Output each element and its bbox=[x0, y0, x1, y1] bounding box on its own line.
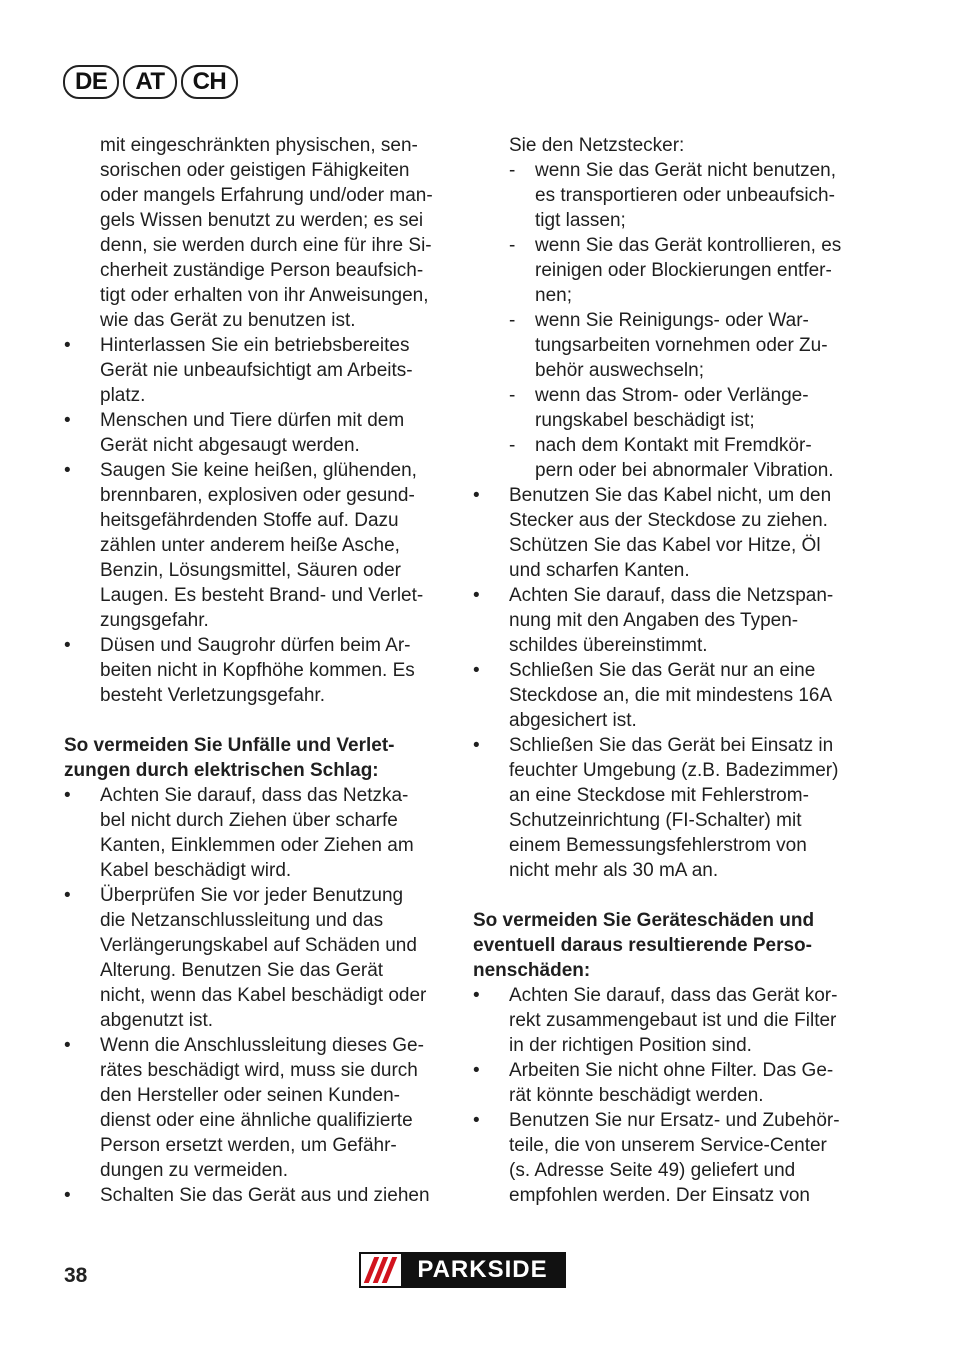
list-item: • Überprüfen Sie vor jeder Benutzung die Netzanschlussleitung und das Verlängerungskabel auf Schäden und Alterung. Benutzen Sie das Gerät nicht, wenn das Kabel beschädigt oder abgenutzt ist. bbox=[64, 885, 427, 1031]
list-item: • Düsen und Saugrohr dürfen beim Ar- beiten nicht in Kopfhöhe kommen. Es besteht Verletzungsgefahr. bbox=[64, 635, 415, 706]
list-item-text: Hinterlassen Sie ein betriebsbereites Gerät nie unbeaufsichtigt am Arbeits- platz. bbox=[100, 335, 413, 406]
list-item: • Wenn die Anschlussleitung dieses Ge- rätes beschädigt wird, muss sie durch den Hersteller oder seinen Kunden- dienst oder eine ähnliche qualifizierte Person ersetzt werden, um Gefähr- dungen zu vermeiden. bbox=[64, 1035, 424, 1181]
section-heading: So vermeiden Sie Unfälle und Verlet- zungen durch elektrischen Schlag: bbox=[64, 735, 395, 781]
list-item-text: Schließen Sie das Gerät bei Einsatz in feuchter Umgebung (z.B. Badezimmer) an eine Steckdose mit Fehlerstrom- Schutzeinrichtung (FI-Schalter) mit einem Bemessungsfehlerstrom von nicht mehr als 30 mA an. bbox=[509, 735, 839, 881]
list-item-text: wenn das Strom- oder Verlänge- rungskabel beschädigt ist; bbox=[535, 385, 809, 431]
page-number: 38 bbox=[64, 1264, 88, 1287]
list-item-text: Benutzen Sie nur Ersatz- und Zubehör- teile, die von unserem Service-Center (s. Adresse Seite 49) geliefert und empfohlen werden. Der Einsatz von bbox=[509, 1110, 840, 1206]
list-item: • Schließen Sie das Gerät bei Einsatz in feuchter Umgebung (z.B. Badezimmer) an eine Steckdose mit Fehlerstrom- Schutzeinrichtung (FI-Schalter) mit einem Bemessungsfehlerstrom von nicht mehr als 30 mA an. bbox=[473, 735, 839, 881]
list-item: • Arbeiten Sie nicht ohne Filter. Das Ge- rät könnte beschädigt werden. bbox=[473, 1060, 834, 1106]
list-item-text: Menschen und Tiere dürfen mit dem Gerät nicht abgesaugt werden. bbox=[100, 410, 405, 456]
list-item: - wenn Sie das Gerät nicht benutzen, es transportieren oder unbeaufsich- tigt lassen; bbox=[509, 160, 837, 231]
list-item-text: Achten Sie darauf, dass die Netzspan- nung mit den Angaben des Typen- schildes übereinstimmt. bbox=[509, 585, 834, 656]
list-item-text: Schalten Sie das Gerät aus und ziehen bbox=[100, 1185, 430, 1206]
badge-at: AT bbox=[123, 65, 176, 99]
badge-de: DE bbox=[63, 65, 119, 99]
list-item: • Achten Sie darauf, dass die Netzspan- nung mit den Angaben des Typen- schildes übereinstimmt. bbox=[473, 585, 834, 656]
list-item: - wenn Sie das Gerät kontrollieren, es reinigen oder Blockierungen entfer- nen; bbox=[509, 235, 842, 306]
list-item: • Schalten Sie das Gerät aus und ziehen bbox=[64, 1185, 430, 1206]
list-item-text: Überprüfen Sie vor jeder Benutzung die Netzanschlussleitung und das Verlängerungskabel auf Schäden und Alterung. Benutzen Sie das Gerät nicht, wenn das Kabel beschädigt oder abgenutzt ist. bbox=[100, 885, 427, 1031]
intro-text: Sie den Netzstecker: bbox=[509, 135, 685, 156]
list-item: • Saugen Sie keine heißen, glühenden, brennbaren, explosiven oder gesund- heitsgefährdenden Stoffe auf. Dazu zählen unter anderem heiße Asche, Benzin, Lösungsmittel, Säuren oder Laugen. Es besteht Brand- und Verlet- zungsgefahr. bbox=[64, 460, 424, 631]
bullet-list bbox=[64, 783, 449, 1208]
list-item: - wenn Sie Reinigungs- oder War- tungsarbeiten vornehmen oder Zu- behör auswechseln; bbox=[509, 310, 828, 381]
list-item: - wenn das Strom- oder Verlänge- rungskabel beschädigt ist; bbox=[509, 385, 809, 431]
list-item: • Benutzen Sie das Kabel nicht, um den Stecker aus der Steckdose zu ziehen. Schützen Sie das Kabel vor Hitze, Öl und scharfen Kanten. bbox=[473, 485, 832, 581]
list-item-text: Achten Sie darauf, dass das Gerät kor- rekt zusammengebaut ist und die Filter in der richtigen Position sind. bbox=[509, 985, 838, 1056]
country-badges bbox=[63, 65, 238, 99]
badge-ch: CH bbox=[181, 65, 239, 99]
bullet-list bbox=[64, 333, 449, 708]
logo-text: PARKSIDE bbox=[417, 1256, 548, 1283]
logo-stripes-icon bbox=[361, 1254, 401, 1286]
right-column bbox=[473, 133, 863, 1208]
list-item-text: wenn Sie das Gerät kontrollieren, es reinigen oder Blockierungen entfer- nen; bbox=[535, 235, 842, 306]
list-item: - nach dem Kontakt mit Fremdkör- pern oder bei abnormaler Vibration. bbox=[509, 435, 834, 481]
list-item-text: wenn Sie Reinigungs- oder War- tungsarbeiten vornehmen oder Zu- behör auswechseln; bbox=[535, 310, 828, 381]
list-item: • Schließen Sie das Gerät nur an eine Steckdose an, die mit mindestens 16A abgesichert ist. bbox=[473, 660, 833, 731]
list-item-text: Düsen und Saugrohr dürfen beim Ar- beiten nicht in Kopfhöhe kommen. Es besteht Verletzungsgefahr. bbox=[100, 635, 415, 706]
list-item-text: Achten Sie darauf, dass das Netzka- bel nicht durch Ziehen über scharfe Kanten, Einklemmen oder Ziehen am Kabel beschädigt wird. bbox=[100, 785, 414, 881]
dash-list bbox=[473, 158, 863, 483]
section-heading: So vermeiden Sie Geräteschäden und eventuell daraus resultierende Perso- nenschäden: bbox=[473, 910, 815, 981]
list-item-text: Benutzen Sie das Kabel nicht, um den Stecker aus der Steckdose zu ziehen. Schützen Sie das Kabel vor Hitze, Öl und scharfen Kanten. bbox=[509, 485, 832, 581]
bullet-list bbox=[473, 983, 863, 1208]
bullet-list bbox=[473, 483, 863, 883]
list-item-text: wenn Sie das Gerät nicht benutzen, es transportieren oder unbeaufsich- tigt lassen; bbox=[535, 160, 837, 231]
list-item: • Achten Sie darauf, dass das Netzka- bel nicht durch Ziehen über scharfe Kanten, Einklemmen oder Ziehen am Kabel beschädigt wird. bbox=[64, 785, 414, 881]
list-item: • Benutzen Sie nur Ersatz- und Zubehör- teile, die von unserem Service-Center (s. Adresse Seite 49) geliefert und empfohlen werden. Der Einsatz von bbox=[473, 1110, 840, 1206]
list-item: • Achten Sie darauf, dass das Gerät kor- rekt zusammengebaut ist und die Filter in der richtigen Position sind. bbox=[473, 985, 838, 1056]
parkside-logo bbox=[359, 1252, 566, 1288]
intro-text: mit eingeschränkten physischen, sen- sorischen oder geistigen Fähigkeiten oder mangels Erfahrung und/oder man- gels Wissen benutzt zu werden; es sei denn, sie werden durch eine für ihre Si- cherheit zuständige Person beaufsich- tigt oder erhalten von ihr Anweisungen, wie das Gerät zu benutzen ist. bbox=[100, 135, 433, 331]
list-item-text: Arbeiten Sie nicht ohne Filter. Das Ge- rät könnte beschädigt werden. bbox=[509, 1060, 834, 1106]
list-item-text: nach dem Kontakt mit Fremdkör- pern oder bei abnormaler Vibration. bbox=[535, 435, 834, 481]
list-item-text: Saugen Sie keine heißen, glühenden, brennbaren, explosiven oder gesund- heitsgefährdenden Stoffe auf. Dazu zählen unter anderem heiße Asche, Benzin, Lösungsmittel, Säuren oder Laugen. Es besteht Brand- und Verlet- zungsgefahr. bbox=[100, 460, 424, 631]
list-item: • Menschen und Tiere dürfen mit dem Gerät nicht abgesaugt werden. bbox=[64, 410, 405, 456]
list-item-text: Wenn die Anschlussleitung dieses Ge- rätes beschädigt wird, muss sie durch den Hersteller oder seinen Kunden- dienst oder eine ähnliche qualifizierte Person ersetzt werden, um Gefähr- dungen zu vermeiden. bbox=[100, 1035, 424, 1181]
list-item: • Hinterlassen Sie ein betriebsbereites Gerät nie unbeaufsichtigt am Arbeits- platz. bbox=[64, 335, 413, 406]
list-item-text: Schließen Sie das Gerät nur an eine Steckdose an, die mit mindestens 16A abgesichert ist. bbox=[509, 660, 833, 731]
left-column bbox=[64, 133, 449, 1208]
